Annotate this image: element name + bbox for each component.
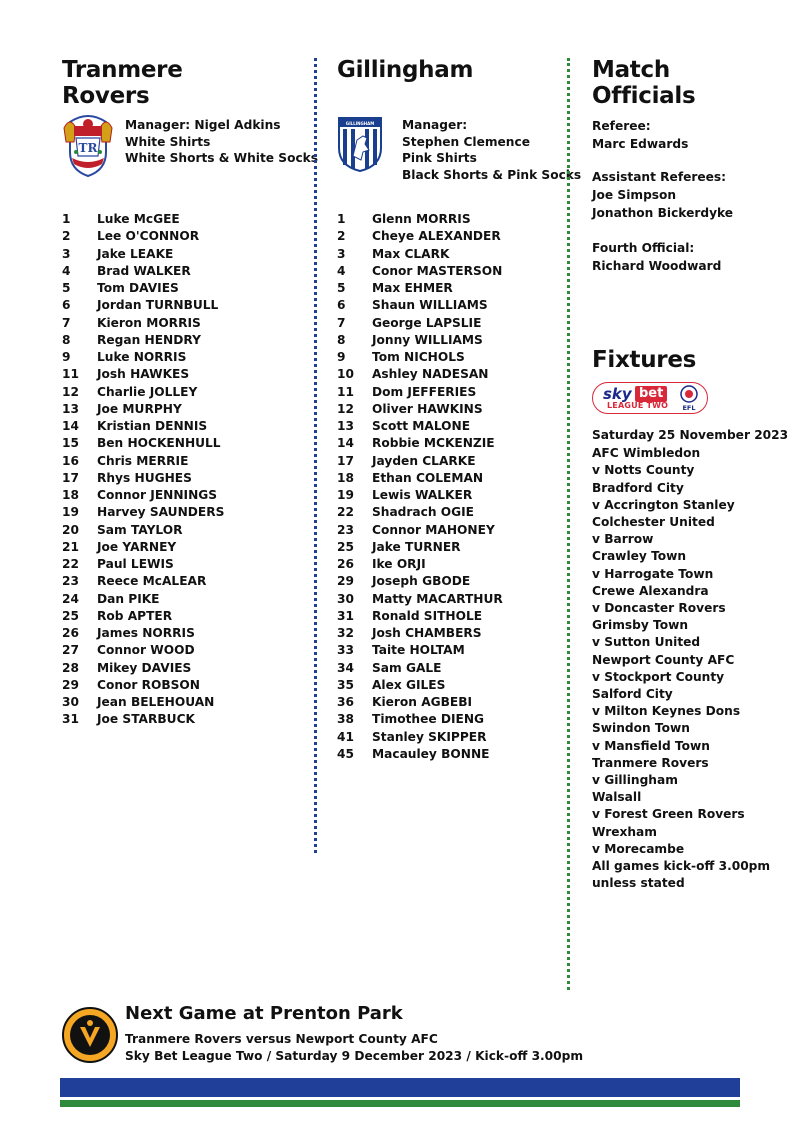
away-squad-item: [337, 625, 503, 642]
squad-number: 24: [62, 591, 79, 606]
squad-number: 19: [337, 488, 354, 502]
away-squad-item: [337, 660, 503, 677]
away-squad-item: [337, 677, 503, 694]
next-game-fixture: Tranmere Rovers versus Newport County AFC: [125, 1032, 438, 1046]
player-name: Mikey DAVIES: [97, 660, 192, 675]
svg-text:TR: TR: [78, 141, 98, 155]
squad-number: 31: [337, 608, 354, 623]
blue-dotted-divider: [314, 58, 317, 853]
fixture-games: [592, 445, 792, 858]
squad-number: 12: [62, 384, 79, 399]
squad-number: 25: [62, 608, 79, 623]
player-name: Matty MACARTHUR: [372, 591, 503, 606]
player-name: Paul LEWIS: [97, 557, 174, 571]
home-squad-item: [62, 280, 224, 297]
home-squad-list: [62, 211, 224, 729]
squad-number: 23: [62, 574, 79, 589]
officials-title-line2: Officials: [592, 83, 696, 109]
player-name: Connor WOOD: [97, 643, 195, 658]
player-name: Max CLARK: [372, 246, 450, 261]
assistant-referee-2: Jonathon Bickerdyke: [592, 206, 734, 220]
home-squad-item: [62, 642, 224, 659]
fixture-item: [592, 824, 792, 858]
player-name: Harvey SAUNDERS: [97, 505, 225, 520]
efl-badge-icon: [677, 385, 701, 411]
fixture-note-line1: All games kick-off 3.00pm: [592, 859, 771, 874]
away-squad-item: [337, 522, 503, 539]
fixture-note-line2: unless stated: [592, 876, 685, 891]
squad-number: 4: [62, 263, 71, 278]
squad-number: 25: [337, 539, 354, 554]
fourth-official-block: [592, 239, 721, 275]
home-squad-item: [62, 660, 224, 677]
away-manager-label: Manager:: [402, 118, 468, 132]
player-name: Joe MURPHY: [97, 401, 182, 416]
player-name: Luke NORRIS: [97, 350, 187, 364]
squad-number: 17: [62, 470, 79, 485]
fixture-item: [592, 480, 792, 514]
squad-number: 15: [62, 436, 79, 451]
sky-bet-league-two-logo: [592, 382, 708, 414]
fixture-away-team: v Milton Keynes Dons: [592, 704, 741, 719]
away-squad-item: [337, 297, 503, 314]
player-name: Cheye ALEXANDER: [372, 229, 501, 244]
home-squad-item: [62, 522, 224, 539]
fixture-home-team: Tranmere Rovers: [592, 755, 709, 770]
squad-number: 26: [62, 626, 79, 640]
fixture-home-team: Swindon Town: [592, 721, 690, 736]
squad-number: 31: [62, 712, 79, 727]
newport-county-badge-icon: [62, 1007, 118, 1063]
home-squad-item: [62, 349, 224, 366]
player-name: Kieron MORRIS: [97, 315, 201, 330]
squad-number: 14: [62, 419, 79, 433]
home-squad-item: [62, 228, 224, 245]
player-name: Shaun WILLIAMS: [372, 298, 488, 313]
player-name: Stanley SKIPPER: [372, 729, 487, 744]
squad-number: 9: [337, 350, 346, 364]
squad-number: 21: [62, 539, 79, 554]
squad-number: 26: [337, 557, 354, 571]
squad-number: 4: [337, 263, 346, 278]
squad-number: 45: [337, 746, 354, 761]
away-squad-item: [337, 246, 503, 263]
player-name: Joe STARBUCK: [97, 712, 195, 727]
squad-number: 23: [337, 522, 354, 537]
squad-number: 34: [337, 660, 354, 675]
player-name: Brad WALKER: [97, 263, 191, 278]
squad-number: 17: [337, 453, 354, 468]
fourth-official-label: Fourth Official:: [592, 241, 695, 255]
away-squad-item: [337, 642, 503, 659]
away-squad-item: [337, 608, 503, 625]
player-name: Connor MAHONEY: [372, 522, 495, 537]
player-name: Ethan COLEMAN: [372, 470, 484, 485]
player-name: Taite HOLTAM: [372, 643, 465, 658]
fixture-item: [592, 686, 792, 720]
player-name: Jake LEAKE: [97, 246, 174, 261]
player-name: Sam GALE: [372, 660, 442, 675]
fixtures-title: Fixtures: [592, 347, 697, 373]
player-name: Josh HAWKES: [97, 367, 190, 382]
player-name: Joseph GBODE: [372, 574, 471, 589]
referee-block: [592, 117, 688, 153]
squad-number: 1: [337, 212, 346, 226]
away-squad-item: [337, 711, 503, 728]
squad-number: 41: [337, 729, 354, 744]
player-name: Kristian DENNIS: [97, 419, 208, 433]
squad-number: 30: [337, 591, 354, 606]
bet-logo-text: bet: [635, 386, 667, 402]
squad-number: 3: [62, 246, 71, 261]
away-squad-item: [337, 228, 503, 245]
player-name: Josh CHAMBERS: [372, 626, 482, 640]
squad-number: 22: [337, 505, 354, 520]
player-name: Kieron AGBEBI: [372, 695, 473, 709]
squad-number: 13: [62, 401, 79, 416]
assistant-referees-label: Assistant Referees:: [592, 170, 727, 184]
away-team-title: Gillingham: [337, 57, 474, 83]
home-squad-item: [62, 332, 224, 349]
player-name: Sam TAYLOR: [97, 522, 183, 537]
home-title-line1: Tranmere: [62, 57, 183, 83]
squad-number: 8: [62, 332, 71, 347]
home-squad-item: [62, 435, 224, 452]
player-name: Alex GILES: [372, 677, 446, 692]
fixture-item: [592, 789, 792, 823]
gillingham-crest-icon: [337, 116, 383, 172]
player-name: Conor MASTERSON: [372, 263, 503, 278]
squad-number: 2: [62, 229, 71, 244]
fixture-date: Saturday 25 November 2023: [592, 428, 789, 442]
squad-number: 22: [62, 557, 79, 571]
squad-number: 8: [337, 332, 346, 347]
fixture-home-team: Crewe Alexandra: [592, 583, 709, 598]
squad-number: 11: [62, 367, 79, 382]
officials-title: [592, 57, 695, 109]
squad-number: 36: [337, 695, 354, 709]
away-squad-list: [337, 211, 503, 763]
player-name: Max EHMER: [372, 281, 453, 295]
away-squad-item: [337, 453, 503, 470]
fixture-away-team: v Harrogate Town: [592, 566, 714, 581]
home-squad-item: [62, 453, 224, 470]
fixture-away-team: v Sutton United: [592, 635, 701, 650]
player-name: Shadrach OGIE: [372, 505, 475, 520]
fixture-home-team: Wrexham: [592, 824, 657, 839]
footer-blue-bar: [60, 1078, 740, 1097]
squad-number: 2: [337, 229, 346, 244]
away-squad-item: [337, 349, 503, 366]
home-team-info: [125, 117, 318, 167]
home-squad-item: [62, 297, 224, 314]
squad-number: 33: [337, 643, 354, 658]
squad-number: 32: [337, 626, 354, 640]
away-squad-item: [337, 384, 503, 401]
squad-number: 18: [62, 488, 79, 502]
squad-number: 10: [337, 367, 354, 382]
fixture-away-team: v Forest Green Rovers: [592, 807, 745, 822]
home-squad-item: [62, 366, 224, 383]
home-squad-item: [62, 711, 224, 728]
sky-logo-text: sky: [603, 385, 632, 403]
squad-number: 5: [337, 281, 346, 295]
away-squad-item: [337, 470, 503, 487]
away-squad-item: [337, 366, 503, 383]
squad-number: 20: [62, 522, 79, 537]
squad-number: 29: [62, 677, 79, 692]
squad-number: 7: [337, 315, 346, 330]
squad-number: 18: [337, 470, 354, 485]
home-kit: White Shorts & White Socks: [125, 151, 319, 165]
squad-number: 30: [62, 695, 79, 709]
player-name: Ronald SITHOLE: [372, 608, 483, 623]
away-squad-item: [337, 211, 503, 228]
home-squad-item: [62, 539, 224, 556]
away-squad-item: [337, 435, 503, 452]
away-squad-item: [337, 332, 503, 349]
player-name: Glenn MORRIS: [372, 212, 471, 226]
player-name: Charlie JOLLEY: [97, 384, 198, 399]
away-squad-item: [337, 573, 503, 590]
home-manager: Manager: Nigel Adkins: [125, 118, 281, 132]
home-squad-item: [62, 470, 224, 487]
player-name: Joe YARNEY: [97, 539, 177, 554]
squad-number: 6: [62, 298, 71, 313]
green-dotted-divider: [567, 58, 570, 990]
squad-number: 35: [337, 677, 354, 692]
player-name: Ike ORJI: [372, 557, 426, 571]
referee-label: Referee:: [592, 119, 651, 133]
fixture-home-team: Bradford City: [592, 480, 684, 495]
fixture-home-team: Salford City: [592, 687, 673, 702]
home-squad-item: [62, 487, 224, 504]
squad-number: 1: [62, 212, 71, 226]
home-squad-item: [62, 556, 224, 573]
fixture-away-team: v Doncaster Rovers: [592, 601, 726, 616]
home-squad-item: [62, 591, 224, 608]
home-title-line2: Rovers: [62, 83, 150, 109]
fixture-home-team: Crawley Town: [592, 549, 687, 564]
squad-number: 5: [62, 281, 71, 295]
fixture-home-team: Newport County AFC: [592, 652, 735, 667]
officials-title-line1: Match: [592, 57, 670, 83]
squad-number: 11: [337, 384, 354, 399]
player-name: Jonny WILLIAMS: [372, 332, 483, 347]
tranmere-rovers-crest-icon: [62, 112, 114, 178]
away-squad-item: [337, 263, 503, 280]
player-name: Ashley NADESAN: [372, 367, 489, 382]
away-squad-item: [337, 504, 503, 521]
fixture-item: [592, 548, 792, 582]
away-squad-item: [337, 729, 503, 746]
away-squad-item: [337, 539, 503, 556]
player-name: Ben HOCKENHULL: [97, 436, 221, 451]
assistant-referee-1: Joe Simpson: [592, 188, 677, 202]
away-squad-item: [337, 746, 503, 763]
away-squad-item: [337, 694, 503, 711]
fixture-item: [592, 514, 792, 548]
away-squad-item: [337, 591, 503, 608]
player-name: Luke McGEE: [97, 212, 180, 226]
away-squad-item: [337, 418, 503, 435]
player-name: James NORRIS: [97, 626, 195, 640]
gillingham-crest-text: GILLINGHAM: [345, 121, 375, 126]
squad-number: 19: [62, 505, 79, 520]
home-shirts: White Shirts: [125, 134, 211, 149]
fixture-away-team: v Mansfield Town: [592, 738, 710, 753]
fixture-item: [592, 617, 792, 651]
player-name: Rob APTER: [97, 608, 173, 623]
player-name: Jake TURNER: [372, 539, 461, 554]
away-squad-item: [337, 487, 503, 504]
home-squad-item: [62, 384, 224, 401]
fixture-away-team: v Morecambe: [592, 841, 685, 856]
away-squad-item: [337, 315, 503, 332]
away-manager-name: Stephen Clemence: [402, 134, 530, 149]
away-team-info: [402, 117, 581, 183]
home-squad-item: [62, 573, 224, 590]
home-squad-item: [62, 677, 224, 694]
player-name: Jean BELEHOUAN: [97, 695, 215, 709]
squad-number: 28: [62, 660, 79, 675]
next-game-title: Next Game at Prenton Park: [125, 1003, 403, 1024]
player-name: Dan PIKE: [97, 591, 160, 606]
home-team-title: [62, 57, 183, 109]
fixture-item: [592, 652, 792, 686]
fixture-item: [592, 720, 792, 754]
squad-number: 13: [337, 419, 354, 433]
player-name: Lee O'CONNOR: [97, 229, 200, 244]
home-squad-item: [62, 418, 224, 435]
home-squad-item: [62, 694, 224, 711]
squad-number: 38: [337, 712, 354, 727]
home-squad-item: [62, 246, 224, 263]
player-name: Rhys HUGHES: [97, 470, 192, 485]
player-name: Conor ROBSON: [97, 677, 200, 692]
next-game-details: Sky Bet League Two / Saturday 9 December 2023 / Kick-off 3.00pm: [125, 1049, 584, 1063]
fixture-home-team: Grimsby Town: [592, 618, 689, 633]
home-squad-item: [62, 504, 224, 521]
player-name: Robbie MCKENZIE: [372, 436, 495, 451]
squad-number: 29: [337, 574, 354, 589]
player-name: Lewis WALKER: [372, 488, 473, 502]
squad-number: 9: [62, 350, 71, 364]
player-name: Connor JENNINGS: [97, 488, 218, 502]
fixture-list: [592, 427, 792, 892]
player-name: Reece McALEAR: [97, 574, 207, 589]
fixture-item: [592, 445, 792, 479]
player-name: Scott MALONE: [372, 419, 471, 433]
fixture-away-team: v Gillingham: [592, 773, 678, 788]
squad-number: 27: [62, 643, 79, 658]
player-name: Jordan TURNBULL: [97, 298, 219, 313]
fixture-away-team: v Accrington Stanley: [592, 497, 735, 512]
player-name: Tom DAVIES: [97, 281, 179, 295]
player-name: Timothee DIENG: [372, 712, 485, 727]
away-squad-item: [337, 280, 503, 297]
player-name: Regan HENDRY: [97, 332, 201, 347]
away-squad-item: [337, 401, 503, 418]
home-squad-item: [62, 211, 224, 228]
squad-number: 7: [62, 315, 71, 330]
fixture-away-team: v Stockport County: [592, 669, 725, 684]
squad-number: 16: [62, 453, 79, 468]
player-name: Tom NICHOLS: [372, 350, 465, 364]
away-shirts: Pink Shirts: [402, 151, 477, 165]
home-squad-item: [62, 263, 224, 280]
player-name: Dom JEFFERIES: [372, 384, 477, 399]
assistant-referees-block: [592, 168, 733, 222]
fixture-home-team: Colchester United: [592, 515, 715, 530]
squad-number: 12: [337, 401, 354, 416]
home-squad-item: [62, 625, 224, 642]
home-squad-item: [62, 608, 224, 625]
league-two-text: LEAGUE TWO: [607, 401, 669, 410]
squad-number: 3: [337, 246, 346, 261]
home-squad-item: [62, 315, 224, 332]
fixture-away-team: v Notts County: [592, 463, 695, 478]
squad-number: 14: [337, 436, 354, 451]
fixture-item: [592, 583, 792, 617]
fixture-item: [592, 755, 792, 789]
away-kit: Black Shorts & Pink Socks: [402, 167, 582, 182]
fixture-home-team: Walsall: [592, 790, 642, 805]
fourth-official-name: Richard Woodward: [592, 259, 722, 273]
player-name: Jayden CLARKE: [372, 453, 476, 468]
away-squad-item: [337, 556, 503, 573]
home-squad-item: [62, 401, 224, 418]
player-name: Oliver HAWKINS: [372, 401, 483, 416]
footer-green-bar: [60, 1100, 740, 1107]
player-name: George LAPSLIE: [372, 315, 482, 330]
squad-number: 6: [337, 298, 346, 313]
fixture-home-team: AFC Wimbledon: [592, 446, 701, 461]
player-name: Chris MERRIE: [97, 453, 189, 468]
efl-text: EFL: [682, 404, 696, 411]
referee-name: Marc Edwards: [592, 137, 689, 151]
player-name: Macauley BONNE: [372, 746, 490, 761]
fixture-away-team: v Barrow: [592, 532, 654, 547]
